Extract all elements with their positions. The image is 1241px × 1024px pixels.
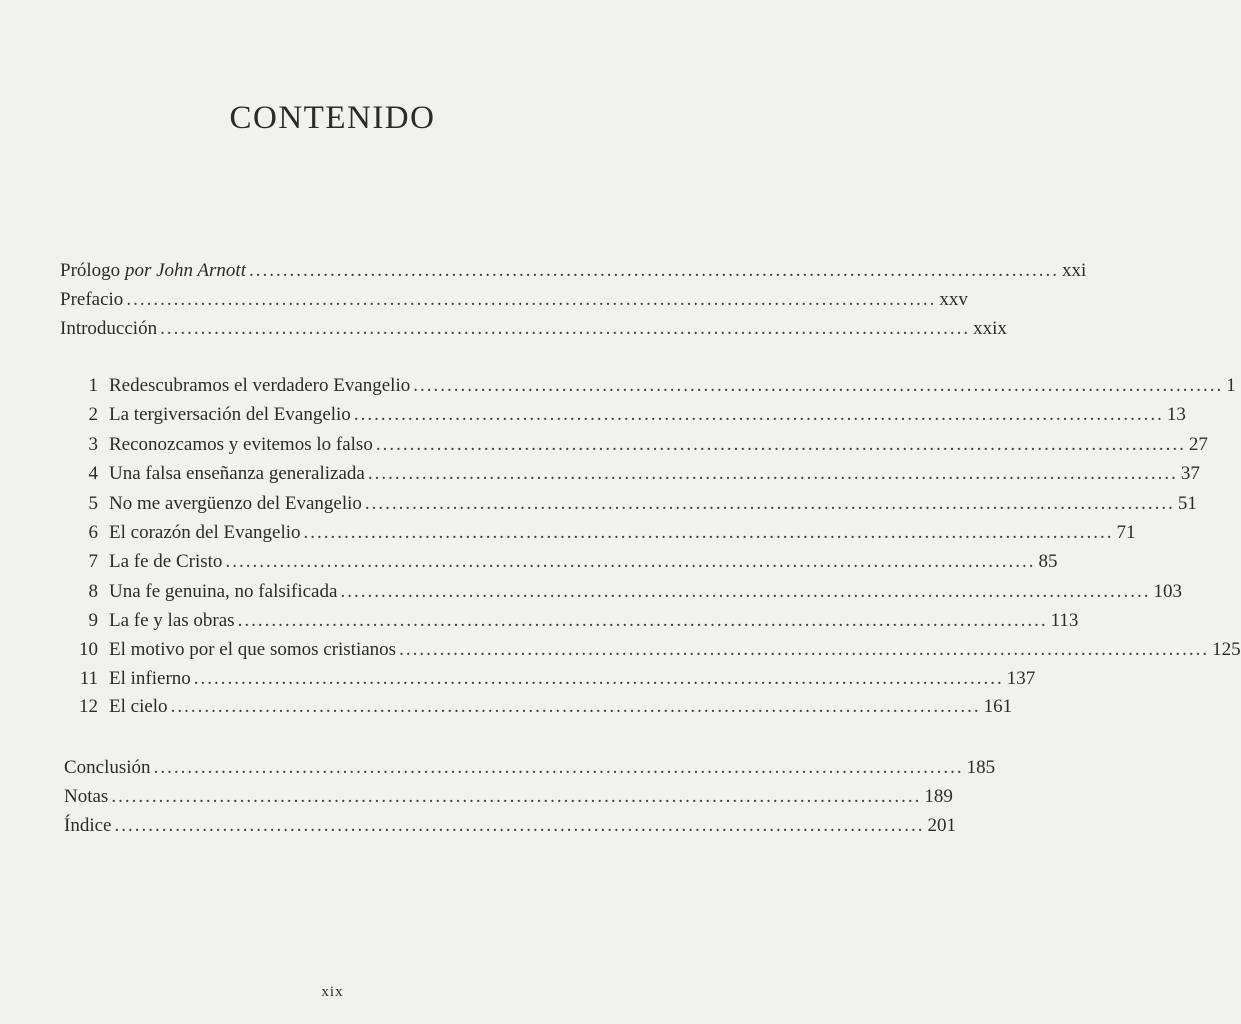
- dot-leader: ........................................................................................................................: [225, 551, 1036, 572]
- toc-entry-chapter-10: [72, 636, 1241, 664]
- chapter-number: 6: [88, 522, 98, 543]
- entry-page: 113: [1050, 610, 1079, 631]
- dot-leader: ........................................................................................................................: [367, 463, 1178, 484]
- page-number: xix: [321, 984, 344, 1000]
- dot-leader: ........................................................................................................................: [340, 581, 1151, 602]
- toc-entry-chapter-11: [72, 665, 1036, 693]
- chapter-number: 10: [79, 639, 98, 660]
- toc-entry-chapter-12: [72, 693, 1013, 721]
- chapter-title: Reconozcamos y evitemos lo falso: [109, 434, 373, 455]
- dot-leader: ........................................................................................................................: [248, 260, 1059, 281]
- chapter-title: Redescubramos el verdadero Evangelio: [109, 375, 411, 396]
- chapter-title: La fe de Cristo: [109, 551, 223, 572]
- dot-leader: ........................................................................................................................: [114, 815, 925, 836]
- toc-entry-chapter-7: [72, 548, 1058, 576]
- dot-leader: ........................................................................................................................: [111, 786, 922, 807]
- dot-leader: ........................................................................................................................: [160, 318, 971, 339]
- toc-entry-front-2: [60, 286, 968, 314]
- entry-page: 37: [1180, 463, 1200, 484]
- toc-entry-chapter-6: [72, 519, 1136, 547]
- chapter-title: Una falsa enseñanza generalizada: [109, 463, 365, 484]
- chapter-title: El corazón del Evangelio: [109, 522, 301, 543]
- chapter-number: 4: [88, 463, 98, 484]
- entry-page: 185: [966, 757, 996, 778]
- entry-page: xxv: [939, 289, 968, 310]
- entry-page: 13: [1166, 404, 1186, 425]
- chapter-number: 12: [79, 696, 98, 717]
- chapter-number: 8: [88, 581, 98, 602]
- entry-label: Prólogo: [60, 260, 121, 281]
- toc-entry-back-1: [64, 754, 996, 782]
- entry-page: 103: [1153, 581, 1182, 602]
- toc-entry-chapter-1: [72, 372, 1236, 400]
- chapter-number: 7: [88, 551, 98, 572]
- chapter-number: 2: [88, 404, 98, 425]
- entry-label: Notas: [64, 786, 109, 807]
- dot-leader: ........................................................................................................................: [364, 493, 1175, 514]
- dot-leader: ........................................................................................................................: [375, 434, 1186, 455]
- chapter-number: 5: [88, 493, 98, 514]
- entry-page: xxi: [1061, 260, 1087, 281]
- chapter-number: 11: [79, 668, 98, 689]
- entry-page: 1: [1226, 375, 1236, 396]
- entry-page: 85: [1038, 551, 1058, 572]
- entry-page: xxix: [973, 318, 1007, 339]
- toc-entry-chapter-3: [72, 431, 1208, 459]
- dot-leader: ........................................................................................................................: [303, 522, 1114, 543]
- entry-label: Índice: [64, 815, 112, 836]
- entry-page: 51: [1177, 493, 1197, 514]
- entry-page: 201: [927, 815, 956, 836]
- chapter-number: 1: [88, 375, 98, 396]
- chapter-title: La tergiversación del Evangelio: [109, 404, 351, 425]
- toc-entry-back-2: [64, 783, 953, 811]
- entry-page: 137: [1006, 668, 1036, 689]
- toc-entry-front-1: [60, 257, 1087, 285]
- toc-entry-chapter-2: [72, 401, 1186, 429]
- dot-leader: ........................................................................................................................: [170, 696, 981, 717]
- dot-leader: ........................................................................................................................: [153, 757, 964, 778]
- dot-leader: ........................................................................................................................: [193, 668, 1004, 689]
- page-title: CONTENIDO: [229, 100, 436, 136]
- entry-label: Introducción: [60, 318, 158, 339]
- dot-leader: ........................................................................................................................: [126, 289, 937, 310]
- chapter-title: No me avergüenzo del Evangelio: [109, 493, 362, 514]
- toc-entry-front-3: [60, 315, 1007, 343]
- toc-entry-back-3: [64, 812, 956, 840]
- entry-label: Prefacio: [60, 289, 124, 310]
- chapter-title: El infierno: [109, 668, 191, 689]
- toc-entry-chapter-8: [72, 578, 1182, 606]
- entry-page: 71: [1116, 522, 1136, 543]
- entry-page: 125: [1212, 639, 1241, 660]
- chapter-title: El cielo: [109, 696, 168, 717]
- toc-entry-chapter-4: [72, 460, 1200, 488]
- dot-leader: ........................................................................................................................: [399, 639, 1210, 660]
- entry-author: por John Arnott: [124, 260, 246, 281]
- chapter-title: Una fe genuina, no falsificada: [109, 581, 338, 602]
- chapter-title: El motivo por el que somos cristianos: [109, 639, 397, 660]
- entry-page: 161: [983, 696, 1013, 717]
- entry-page: 27: [1188, 434, 1208, 455]
- chapter-number: 3: [88, 434, 98, 455]
- toc-entry-chapter-5: [72, 490, 1197, 518]
- chapter-title: La fe y las obras: [109, 610, 235, 631]
- dot-leader: ........................................................................................................................: [237, 610, 1048, 631]
- dot-leader: ........................................................................................................................: [353, 404, 1164, 425]
- entry-page: 189: [924, 786, 953, 807]
- toc-entry-chapter-9: [72, 607, 1079, 635]
- entry-label: Conclusión: [64, 757, 151, 778]
- dot-leader: ........................................................................................................................: [413, 375, 1224, 396]
- chapter-number: 9: [88, 610, 98, 631]
